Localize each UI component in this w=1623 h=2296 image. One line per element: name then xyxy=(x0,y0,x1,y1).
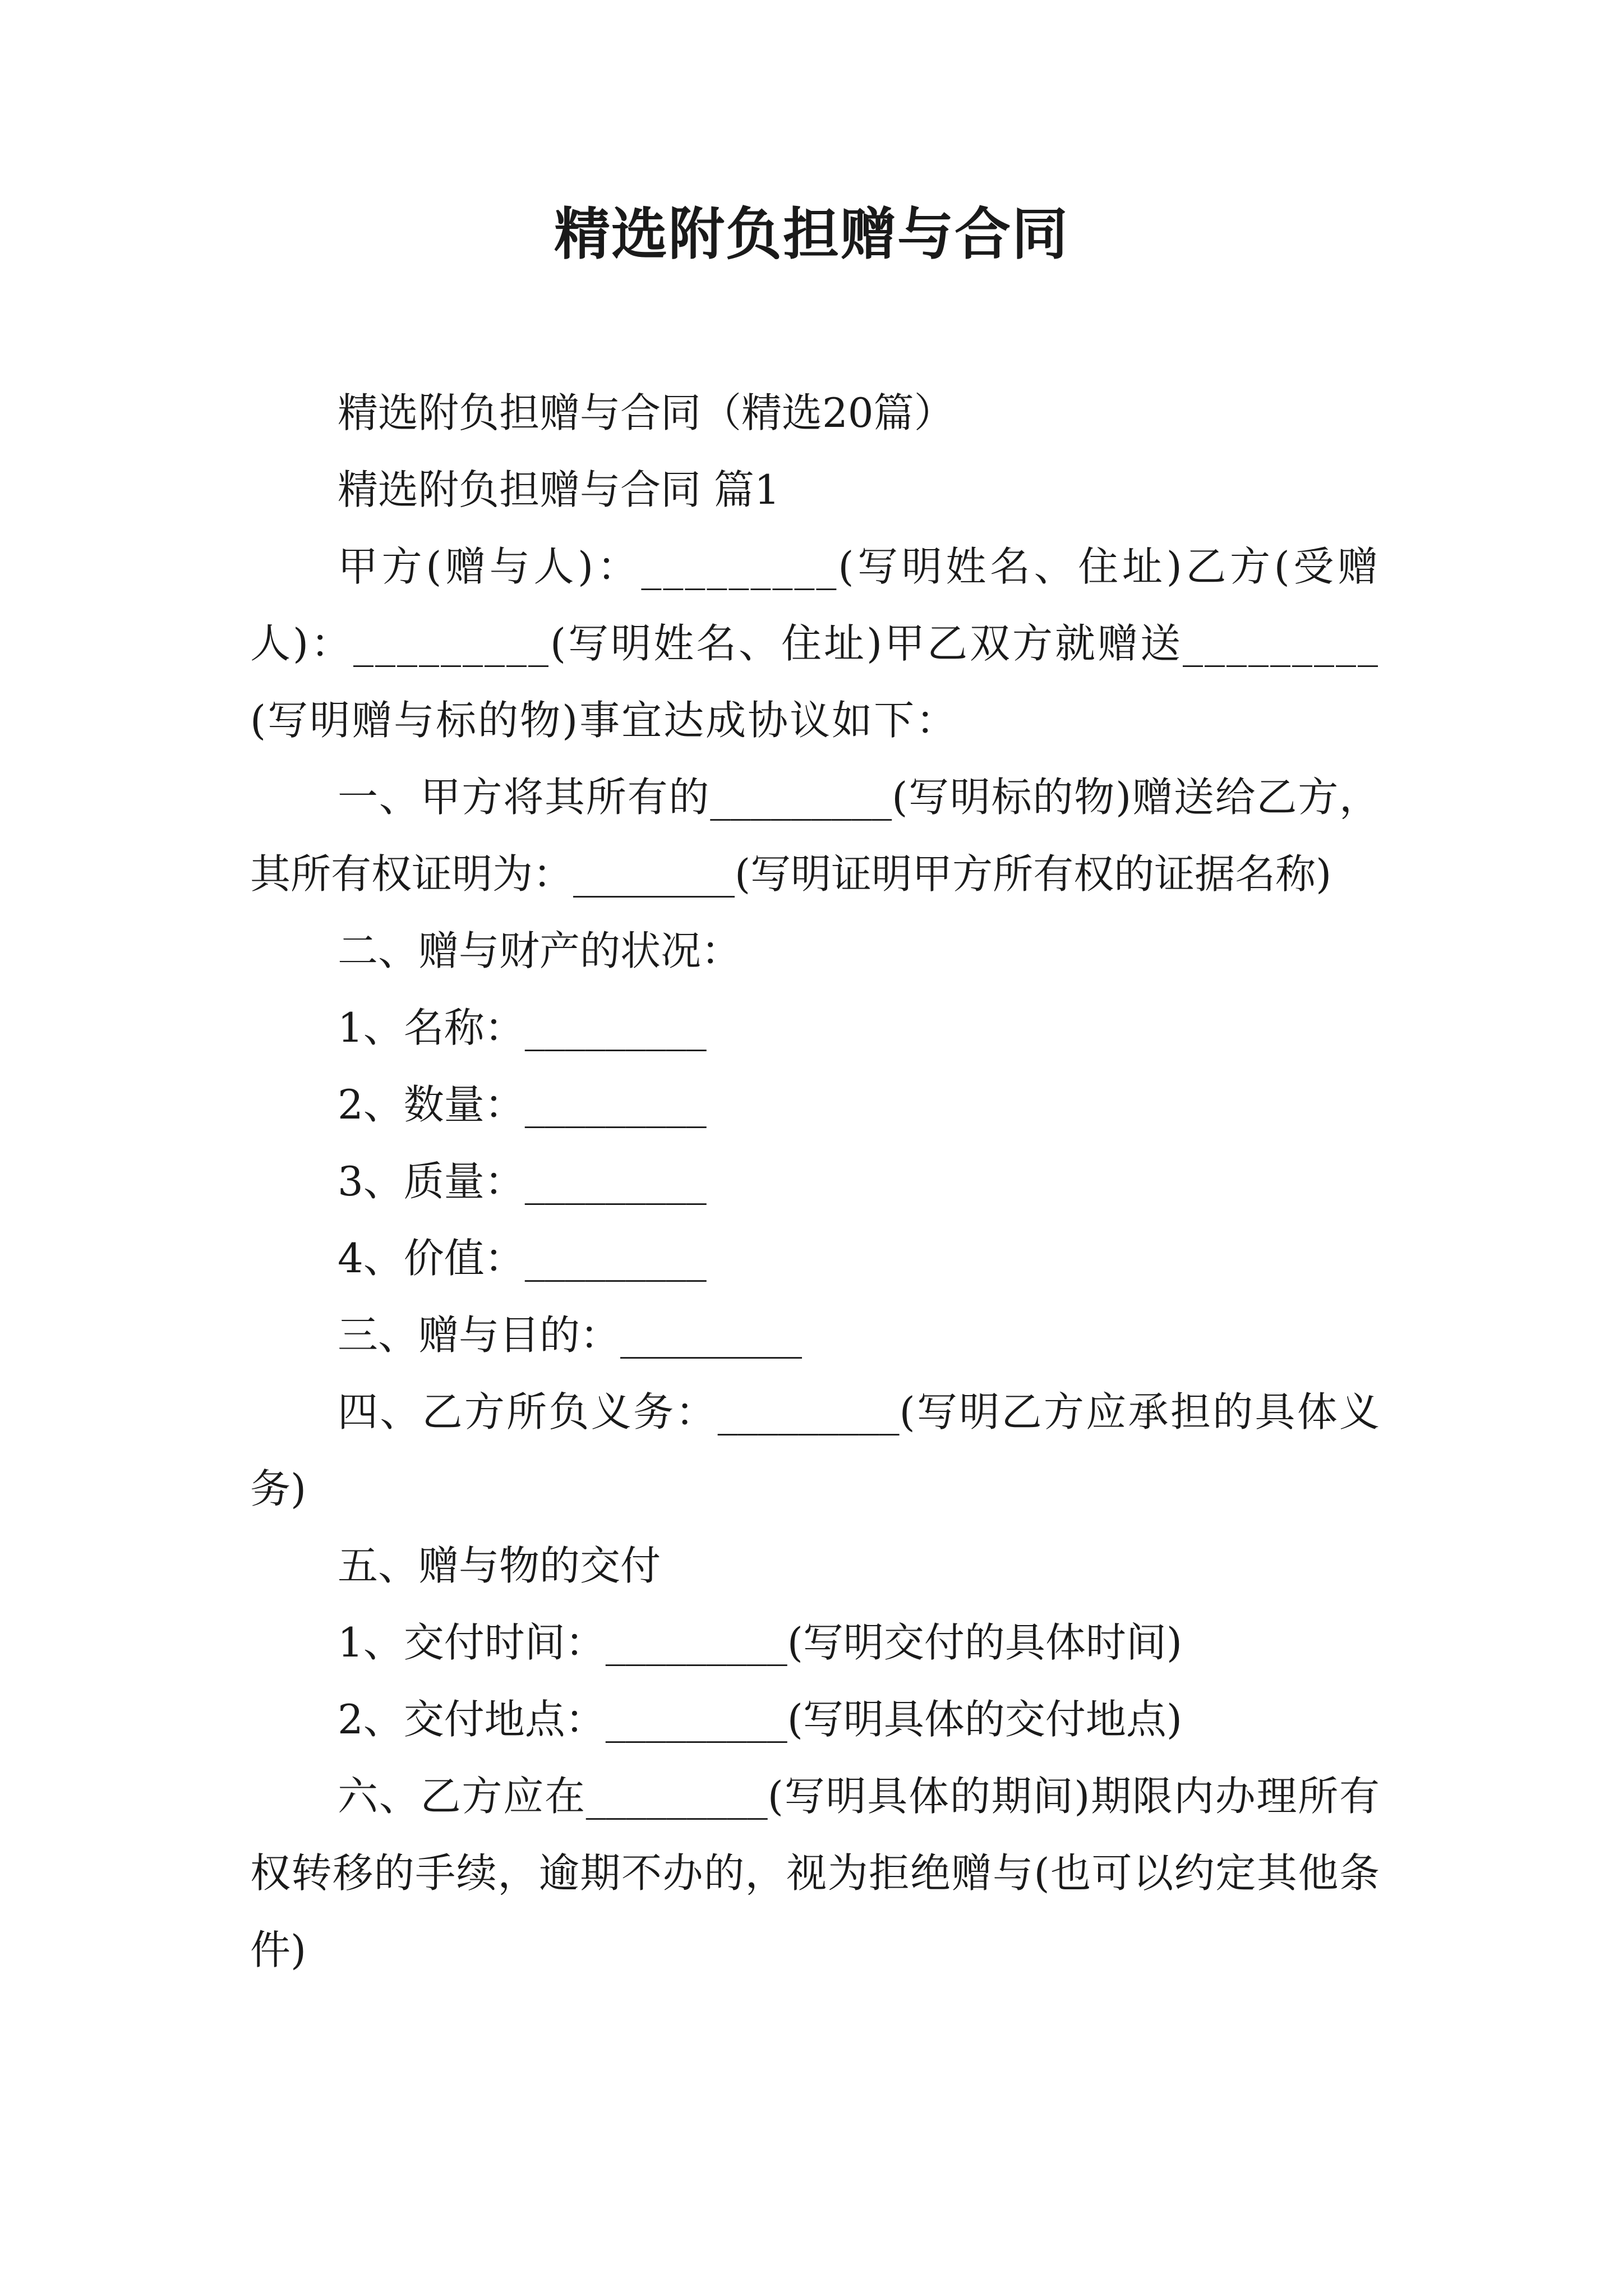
paragraph-item-value: 4、价值：_________ xyxy=(338,1235,707,1282)
paragraph-item-quantity: 2、数量：_________ xyxy=(338,1081,707,1128)
paragraph-clause-4: 四、乙方所负义务：_________(写明乙方应承担的具体义务) xyxy=(250,1388,1380,1512)
paragraph-clause-3: 三、赠与目的：_________ xyxy=(338,1312,803,1359)
paragraph-clause-6: 六、乙方应在_________(写明具体的期间)期限内办理所有权转移的手续，逾期不办的，视为拒绝赠与(也可以约定其他条件) xyxy=(250,1773,1380,1973)
paragraph-clause-1: 一、甲方将其所有的_________(写明标的物)赠送给乙方，其所有权证明为：________(写明证明甲方所有权的证据名称) xyxy=(250,774,1380,898)
paragraph-item-name: 1、名称：_________ xyxy=(338,1004,707,1051)
paragraph-parties: 甲方(赠与人)：_________(写明姓名、住址)乙方(受赠人)：_________(写明姓名、住址)甲乙双方就赠送_________(写明赠与标的物)事宜达成协议如下： xyxy=(250,543,1380,744)
paragraph-delivery-time: 1、交付时间：_________(写明交付的具体时间) xyxy=(338,1619,1182,1666)
document-body xyxy=(250,375,1380,1989)
paragraph-delivery-place: 2、交付地点：_________(写明具体的交付地点) xyxy=(338,1696,1182,1743)
paragraph-item-quality: 3、质量：_________ xyxy=(338,1158,707,1205)
document-title: 精选附负担赠与合同 xyxy=(554,201,1069,267)
paragraph-clause-5: 五、赠与物的交付 xyxy=(338,1542,661,1589)
paragraph-clause-2: 二、赠与财产的状况： xyxy=(338,927,742,974)
paragraph-subtitle: 精选附负担赠与合同（精选20篇） xyxy=(338,389,955,436)
paragraph-section-heading: 精选附负担赠与合同 篇1 xyxy=(338,466,780,513)
